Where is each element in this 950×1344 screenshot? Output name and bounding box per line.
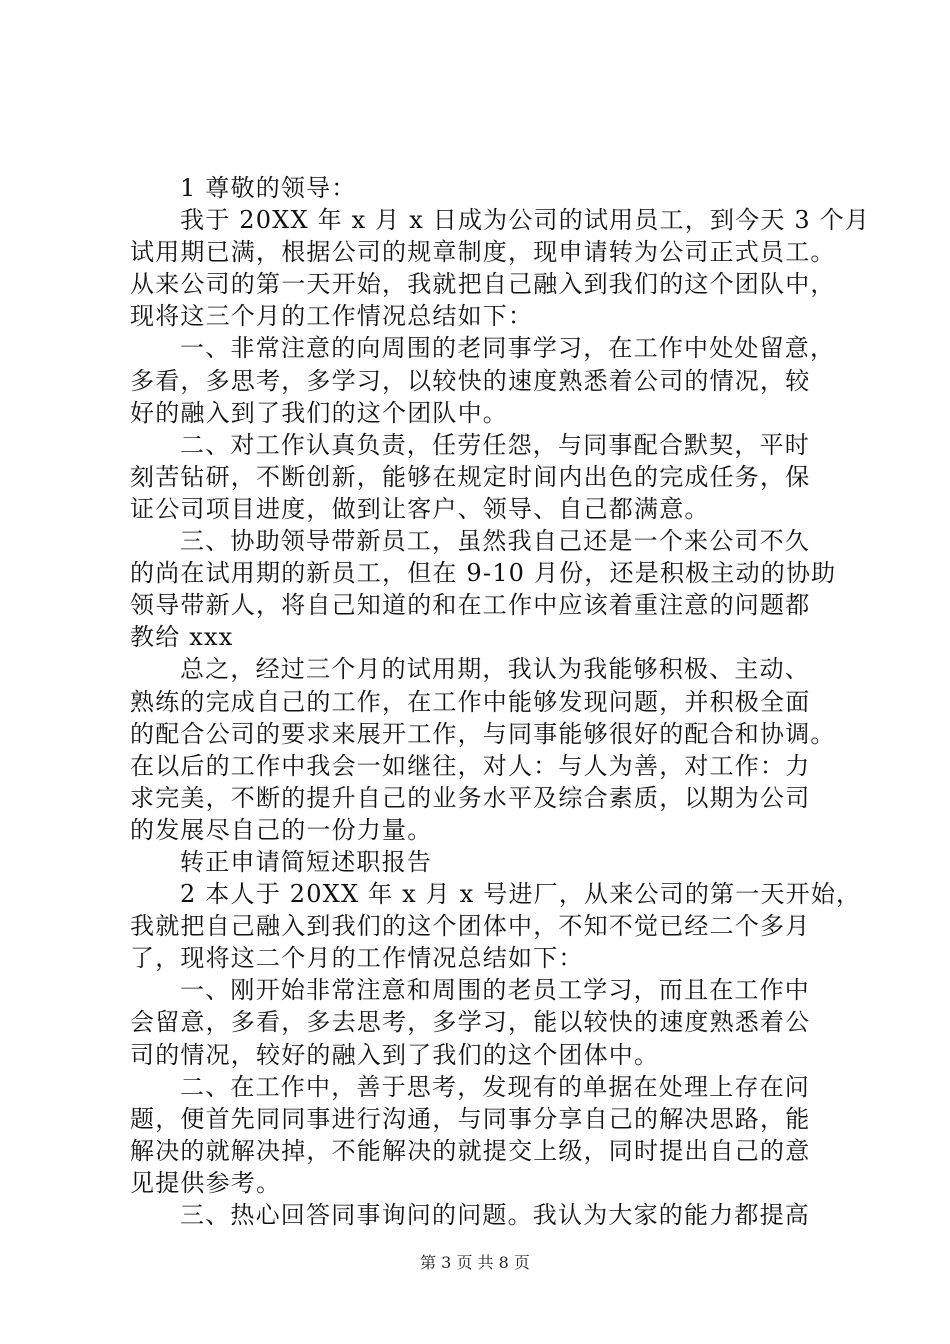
text-line: 二、对工作认真负责，任劳任怨，与同事配合默契，平时 [180,430,810,459]
text-line: 题，便首先同同事进行沟通，与同事分享自己的解决思路，能 [130,1104,811,1133]
text-line: 二、在工作中，善于思考，发现有的单据在处理上存在问 [180,1072,810,1101]
text-line: 的配合公司的要求来展开工作，与同事能够很好的配合和协调。 [130,719,836,748]
text-line: 一、非常注意的向周围的老同事学习，在工作中处处留意， [180,334,836,363]
salutation-line: 1 尊敬的领导： [180,174,357,202]
text-line: 一、刚开始非常注意和周围的老员工学习，而且在工作中 [180,976,810,1005]
text-line: 刻苦钻研，不断创新，能够在规定时间内出色的完成任务，保 [130,462,811,491]
text-line: 领导带新人，将自己知道的和在工作中应该着重注意的问题都 [130,591,811,620]
text-line: 见提供参考。 [130,1168,282,1197]
text-line: 多看，多思考，多学习，以较快的速度熟悉着公司的情况，较 [130,366,811,395]
text-line: 现将这三个月的工作情况总结如下： [130,302,534,331]
text-line: 教给 xxx [130,623,234,652]
text-line: 在以后的工作中我会一如继往，对人：与人为善，对工作：力 [130,751,811,780]
text-line: 2 本人于 20XX 年 x 月 x 号进厂，从来公司的第一天开始， [180,880,862,909]
text-line: 求完美，不断的提升自己的业务水平及综合素质，以期为公司 [130,783,811,812]
text-line: 司的情况，较好的融入到了我们的这个团体中。 [130,1040,660,1069]
page-number-footer: 第 3 页 共 8 页 [420,1253,530,1272]
text-line: 好的融入到了我们的这个团队中。 [130,398,508,427]
text-line: 解决的就解决掉，不能解决的就提交上级，同时提出自己的意 [130,1136,811,1165]
text-line: 三、协助领导带新员工，虽然我自己还是一个来公司不久 [180,527,810,556]
text-line: 的发展尽自己的一份力量。 [130,815,433,844]
section-title: 转正申请简短述职报告 [180,847,432,876]
text-line: 熟练的完成自己的工作，在工作中能够发现问题，并积极全面 [130,687,811,716]
text-line: 三、热心回答同事询问的问题。我认为大家的能力都提高 [180,1201,810,1229]
text-line: 证公司项目进度，做到让客户、领导、自己都满意。 [130,494,710,523]
text-line: 了，现将这二个月的工作情况总结如下： [130,944,584,973]
text-line: 会留意，多看，多去思考，多学习，能以较快的速度熟悉着公 [130,1008,811,1037]
text-line: 从来公司的第一天开始，我就把自己融入到我们的这个团队中， [130,270,836,299]
document-body [130,172,871,1231]
text-line: 我就把自己融入到我们的这个团体中，不知不觉已经二个多月 [130,912,811,941]
text-line: 总之，经过三个月的试用期，我认为我能够积极、主动、 [180,655,810,684]
text-line: 试用期已满，根据公司的规章制度，现申请转为公司正式员工。 [130,238,836,267]
text-line: 我于 20XX 年 x 月 x 日成为公司的试用员工，到今天 3 个月 [180,206,871,235]
text-line: 的尚在试用期的新员工，但在 9-10 月份，还是积极主动的协助 [130,559,837,588]
